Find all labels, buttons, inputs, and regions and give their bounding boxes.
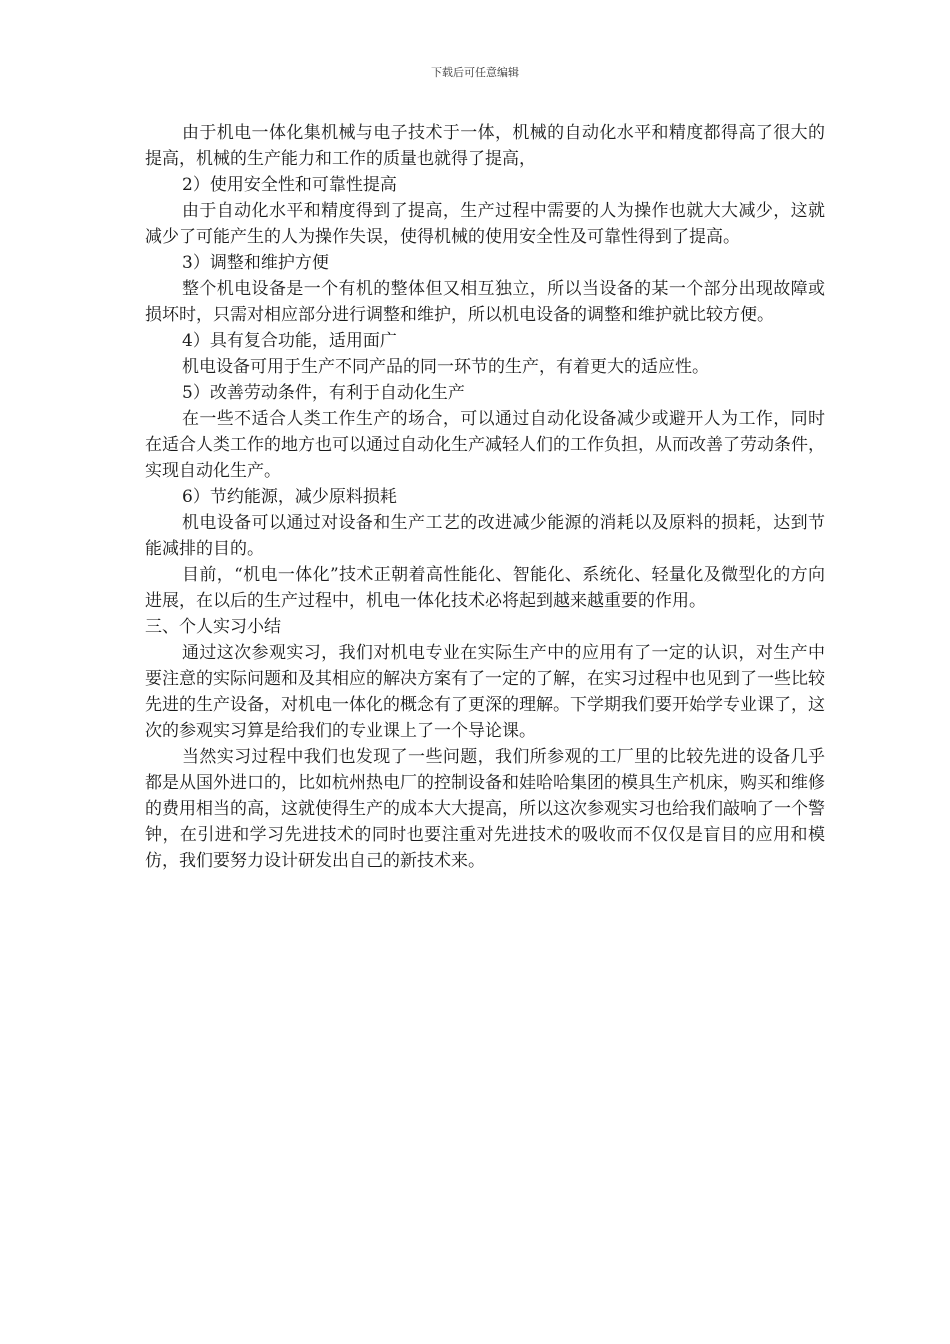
document-body	[145, 120, 825, 874]
point-heading-2: 2）使用安全性和可靠性提高	[182, 175, 397, 195]
paragraph-internship-summary: 通过这次参观实习，我们对机电专业在实际生产中的应用有了一定的认识，对生产中要注意的实际问题和及其相应的解决方案有了一定的了解，在实习过程中也见到了一些比较先进的生产设备，对机电一体化的概念有了更深的理解。下学期我们要开始学专业课了，这次的参观实习算是给我们的专业课上了一个导论课。	[145, 643, 825, 741]
point-heading-6: 6）节约能源，减少原料损耗	[182, 487, 397, 507]
section-heading-summary: 三、个人实习小结	[145, 617, 281, 637]
paragraph-composite-function: 机电设备可用于生产不同产品的同一环节的生产，有着更大的适应性。	[182, 357, 709, 377]
paragraph-maintenance: 整个机电设备是一个有机的整体但又相互独立，所以当设备的某一个部分出现故障或损坏时，只需对相应部分进行调整和维护，所以机电设备的调整和维护就比较方便。	[145, 279, 825, 325]
point-heading-4: 4）具有复合功能，适用面广	[182, 331, 397, 351]
paragraph-internship-issues: 当然实习过程中我们也发现了一些问题，我们所参观的工厂里的比较先进的设备几乎都是从国外进口的，比如杭州热电厂的控制设备和娃哈哈集团的模具生产机床，购买和维修的费用相当的高，这就使得生产的成本大大提高，所以这次参观实习也给我们敲响了一个警钟，在引进和学习先进技术的同时也要注重对先进技术的吸收而不仅仅是盲目的应用和模仿，我们要努力设计研发出自己的新技术来。	[145, 747, 825, 871]
paragraph-working-conditions: 在一些不适合人类工作生产的场合，可以通过自动化设备减少或避开人为工作，同时在适合人类工作的地方也可以通过自动化生产减轻人们的工作负担，从而改善了劳动条件，实现自动化生产。	[145, 409, 825, 481]
point-heading-3: 3）调整和维护方便	[182, 253, 329, 273]
page-header-note: 下载后可任意编辑	[431, 66, 519, 79]
point-heading-5: 5）改善劳动条件，有利于自动化生产	[182, 383, 465, 403]
paragraph-energy-saving: 机电设备可以通过对设备和生产工艺的改进减少能源的消耗以及原料的损耗，达到节能减排的目的。	[145, 513, 825, 559]
paragraph-safety-reliability: 由于自动化水平和精度得到了提高，生产过程中需要的人为操作也就大大减少，这就减少了可能产生的人为操作失误，使得机械的使用安全性及可靠性得到了提高。	[145, 201, 825, 247]
paragraph-development-trend: 目前，“机电一体化”技术正朝着高性能化、智能化、系统化、轻量化及微型化的方向进展，在以后的生产过程中，机电一体化技术必将起到越来越重要的作用。	[145, 565, 825, 611]
paragraph-automation-precision: 由于机电一体化集机械与电子技术于一体，机械的自动化水平和精度都得高了很大的提高，机械的生产能力和工作的质量也就得了提高，	[145, 123, 825, 169]
